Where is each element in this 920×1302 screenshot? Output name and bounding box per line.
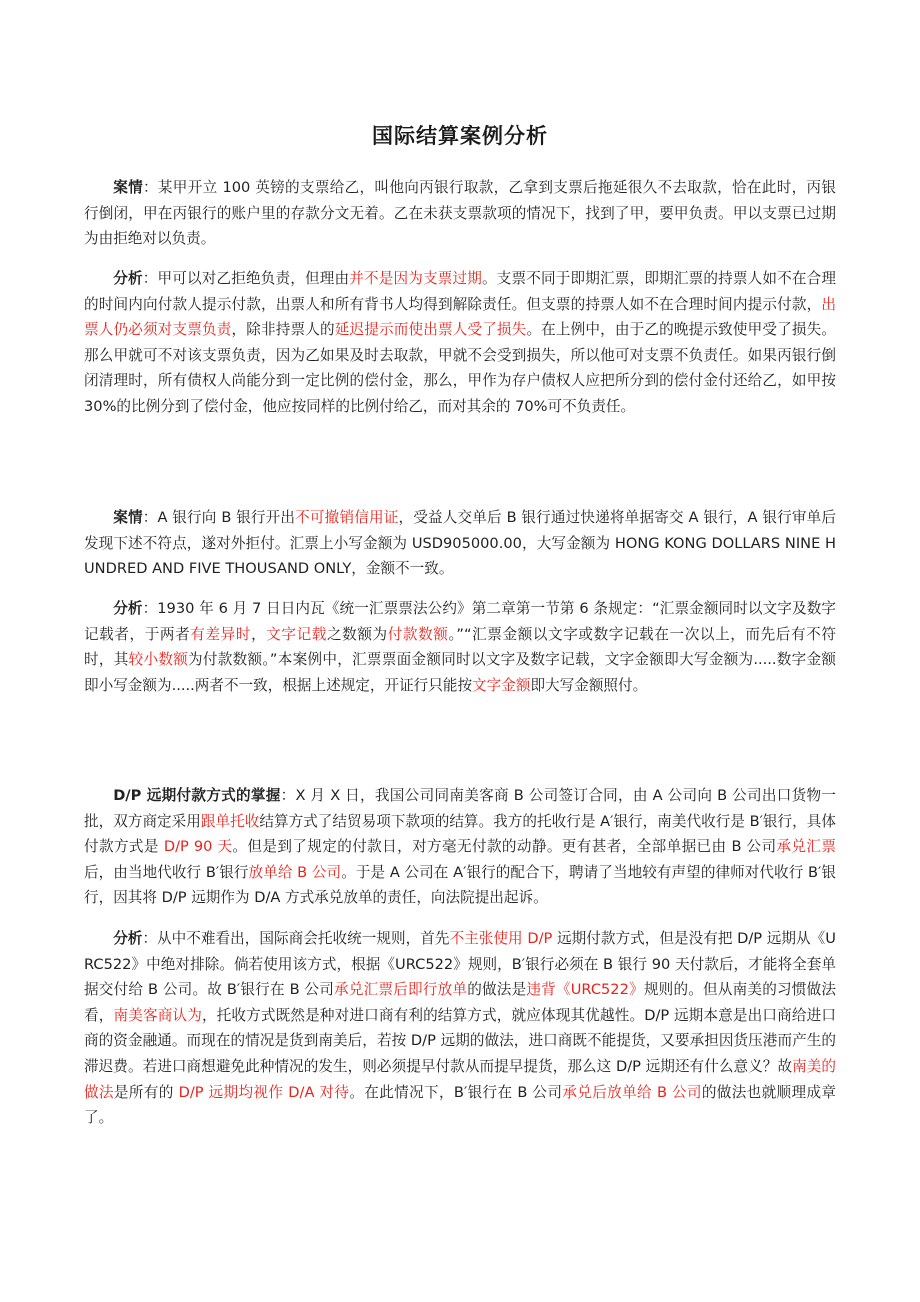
case-paragraph-1 xyxy=(84,175,836,252)
body-text: 之数额为 xyxy=(327,625,388,643)
highlighted-text: 不主张使用 D/P xyxy=(449,930,553,947)
body-text: 即大写金额照付。 xyxy=(530,676,648,694)
body-text: ，托收方式既然是种对进口商有利的结算方式，就应体现其优越性。D/P 远期本意是出口商给进口商的资金融通。而现在的情况是货到南美后，若按 D/P 远期的做法，进口商既不能提货，又要承担因货压港而产生的滞迟费。若进口商想避免此种情况的发生，则必须提早付款从而提早提货，那么这 D/P 远期还有什么意义？故 xyxy=(84,1006,836,1075)
highlighted-text: 出票人仍必须对支票负责 xyxy=(84,295,836,339)
body-text: ：A 银行向 B 银行开出 xyxy=(142,509,296,526)
case-paragraph-3 xyxy=(84,783,836,911)
analysis-paragraph-3 xyxy=(84,926,836,1131)
highlighted-text: 承兑后放单给 B 公司 xyxy=(562,1083,702,1101)
body-text: 为付款数额。”本案例中，汇票票面金额同时以文字及数字记载，文字金额即大写金额为.....数字金额即小写金额为.....两者不一致，根据上述规定，开证行只能按 xyxy=(84,651,836,694)
body-text: 是所有的 xyxy=(113,1083,179,1101)
highlighted-text: 不可撤销信用证 xyxy=(295,509,399,526)
body-text: 。但是到了规定的付款日，对方毫无付款的动静。更有甚者，全部单据已由 B 公司 xyxy=(232,838,777,856)
body-text: 规则的。但从南美的习惯做法看， xyxy=(84,981,836,1024)
body-text: ：1930 年 6 月 7 日日内瓦《统一汇票票法公约》第二章第一节第 6 条规定：“汇票金额同时以文字及数字记载者，于两者 xyxy=(84,600,836,643)
body-text: 结算方式了结贸易项下款项的结算。我方的托收行是 A′银行，南美代收行是 B′银行，具体付款方式是 xyxy=(84,812,836,856)
body-text: 后，由当地代收行 B′银行 xyxy=(84,863,249,881)
paragraph-label: 案情 xyxy=(113,179,143,196)
body-text: ，除非持票人的 xyxy=(231,321,335,339)
body-text: 。于是 A 公司在 A′银行的配合下，聘请了当地较有声望的律师对代收行 B′银行，因其将 D/P 远期作为 D/A 方式承兑放单的责任，向法院提出起诉。 xyxy=(84,863,837,907)
highlighted-text: 南美的做法 xyxy=(84,1057,836,1101)
body-text: ，受益人交单后 B 银行通过快递将单据寄交 A 银行，A 银行审单后发现下述不符点，遂对外拒付。汇票上小写金额为 USD905000.00，大写金额为 HONG KONG DOLLARS NINE HUNDRED AND FIVE THOUSAND ONLY，金额不一致。 xyxy=(84,509,836,578)
paragraph-label: 案情 xyxy=(113,509,143,526)
paragraph-label: D/P 远期付款方式的掌握 xyxy=(113,787,281,804)
paragraph-label: 分析 xyxy=(113,270,143,287)
highlighted-text: 承兑汇票 xyxy=(776,838,836,856)
paragraph-label: 分析 xyxy=(113,600,143,617)
highlighted-text: D/P 90 天 xyxy=(163,838,233,856)
body-text: ：甲可以对乙拒绝负责，但理由 xyxy=(142,270,350,287)
analysis-paragraph-1 xyxy=(84,266,836,420)
highlighted-text: 延迟提示而使出票人受了损失 xyxy=(334,321,527,339)
highlighted-text: 跟单托收 xyxy=(200,812,260,830)
body-text: 远期付款方式，但是没有把 D/P 远期从《URC522》中绝对排除。倘若使用该方式，根据《URC522》规则，B′银行必须在 B 银行 90 天付款后，才能将全套单据交付给 B 公司。故 B′银行在 B 公司 xyxy=(84,930,836,999)
body-text: 。在上例中，由于乙的晚提示致使甲受了损失。那么甲就可不对该支票负责，因为乙如果及时去取款，甲就不会受到损失，所以他可对支票不负责任。如果丙银行倒闭清理时，所有债权人尚能分到一定比例的偿付金，那么，甲作为存户债权人应把所分到的偿付金付还给乙，如甲按 30%的比例分到了偿付金，他应按同样的比例付给乙，而对其余的 70%可不负责任。 xyxy=(84,321,836,415)
body-text: ：某甲开立 100 英镑的支票给乙，叫他向丙银行取款，乙拿到支票后拖延很久不去取款，恰在此时，丙银行倒闭，甲在丙银行的账户里的存款分文无着。乙在未获支票款项的情况下，找到了甲，要甲负责。甲以支票已过期为由拒绝对以负责。 xyxy=(84,179,836,248)
analysis-paragraph-2 xyxy=(84,596,836,698)
highlighted-text: 并不是因为支票过期 xyxy=(349,270,483,287)
body-text: 的做法是 xyxy=(467,981,527,999)
highlighted-text: 文字金额 xyxy=(472,676,531,694)
page-title: 国际结算案例分析 xyxy=(372,124,548,148)
highlighted-text: 南美客商认为 xyxy=(113,1006,202,1024)
highlighted-text: 违背《URC522》 xyxy=(526,981,644,999)
case-paragraph-2 xyxy=(84,505,836,582)
highlighted-text: 付款数额 xyxy=(387,625,449,643)
body-text: 。支票不同于即期汇票，即期汇票的持票人如不在合理的时间内向付款人提示付款，出票人和所有背书人均得到解除责任。但支票的持票人如不在合理时间内提示付款， xyxy=(84,270,836,313)
body-text: 的做法也就顺理成章了。 xyxy=(84,1083,836,1127)
body-text: ， xyxy=(251,625,267,643)
paragraph-label: 分析 xyxy=(113,930,143,947)
highlighted-text: 放单给 B 公司 xyxy=(248,863,342,881)
highlighted-text: D/P 远期均视作 D/A 对待 xyxy=(178,1083,350,1101)
highlighted-text: 文字记载 xyxy=(266,625,327,643)
highlighted-text: 承兑汇票后即行放单 xyxy=(334,981,468,999)
body-text: ：X 月 X 日，我国公司同南美客商 B 公司签订合同，由 A 公司向 B 公司出口货物一批，双方商定采用 xyxy=(84,787,836,830)
body-text: ：从中不难看出，国际商会托收统一规则，首先 xyxy=(142,930,450,947)
highlighted-text: 有差异时 xyxy=(190,625,252,643)
body-text: 。”“汇票金额以文字或数字记载在一次以上，而先后有不符时，其 xyxy=(84,625,836,669)
highlighted-text: 较小数额 xyxy=(128,651,189,669)
body-text: 。在此情况下，B′银行在 B 公司 xyxy=(349,1083,563,1101)
